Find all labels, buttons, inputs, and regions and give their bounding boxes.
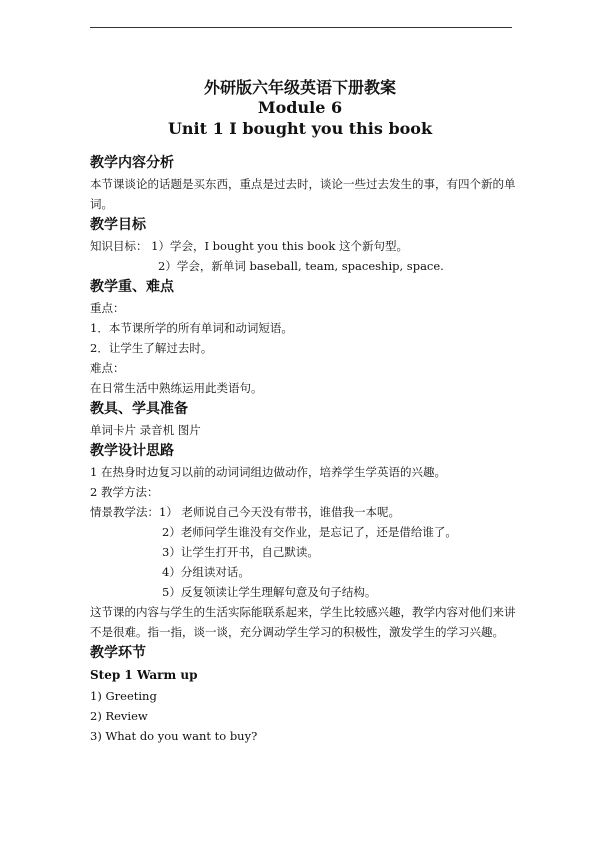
procedure-item-3: 3) What do you want to buy?	[90, 729, 258, 743]
difficult-text: 在日常生活中熟练运用此类语句。	[90, 381, 263, 395]
heading-key-points: 教学重、难点	[90, 279, 174, 295]
step-1-title: Step 1 Warm up	[90, 668, 198, 682]
difficult-label: 难点：	[90, 361, 125, 375]
heading-goals: 教学目标	[90, 217, 146, 233]
design-summary: 这节课的内容与学生的生活实际能联系起来，学生比较感兴趣，教学内容对他们来讲不是很难。指一指，谈一谈，充分调动学生学习的积极性，激发学生的学习兴趣。	[90, 605, 516, 639]
design-line-1: 1 在热身时边复习以前的动词词组边做动作，培养学生学英语的兴趣。	[90, 465, 446, 479]
heading-materials: 教具、学具准备	[90, 401, 188, 417]
method-1: 情景教学法：1） 老师说自己今天没有带书，谁借我一本呢。	[90, 505, 400, 519]
header-rule	[90, 27, 512, 28]
goal-line-2: 2）学会，新单词 baseball, team, spaceship, space.	[158, 259, 444, 273]
method-3: 3）让学生打开书，自己默读。	[162, 545, 319, 559]
unit-title: Unit 1 I bought you this book	[167, 119, 433, 138]
key-label: 重点：	[90, 301, 125, 315]
key-item-2: 2．让学生了解过去时。	[90, 341, 213, 355]
heading-procedure: 教学环节	[90, 645, 146, 661]
document-title: 外研版六年级英语下册教案	[203, 78, 396, 97]
key-item-1: 1．本节课所学的所有单词和动词短语。	[90, 321, 293, 335]
module-title: Module 6	[257, 98, 343, 117]
procedure-item-1: 1) Greeting	[90, 689, 157, 703]
method-4: 4）分组读对话。	[162, 565, 250, 579]
procedure-item-2: 2) Review	[90, 709, 148, 723]
heading-design: 教学设计思路	[90, 443, 174, 459]
heading-analysis: 教学内容分析	[90, 155, 174, 171]
method-5: 5）反复领读让学生理解句意及句子结构。	[162, 585, 377, 599]
materials-text: 单词卡片 录音机 图片	[90, 423, 201, 437]
method-2: 2）老师问学生谁没有交作业，是忘记了，还是借给谁了。	[162, 525, 457, 539]
document-body	[90, 152, 525, 746]
analysis-text: 本节课谈论的话题是买东西，重点是过去时，谈论一些过去发生的事，有四个新的单词。	[90, 177, 516, 211]
goal-line-1: 知识目标： 1）学会，I bought you this book 这个新句型。	[90, 239, 408, 253]
design-line-2: 2 教学方法：	[90, 485, 159, 499]
